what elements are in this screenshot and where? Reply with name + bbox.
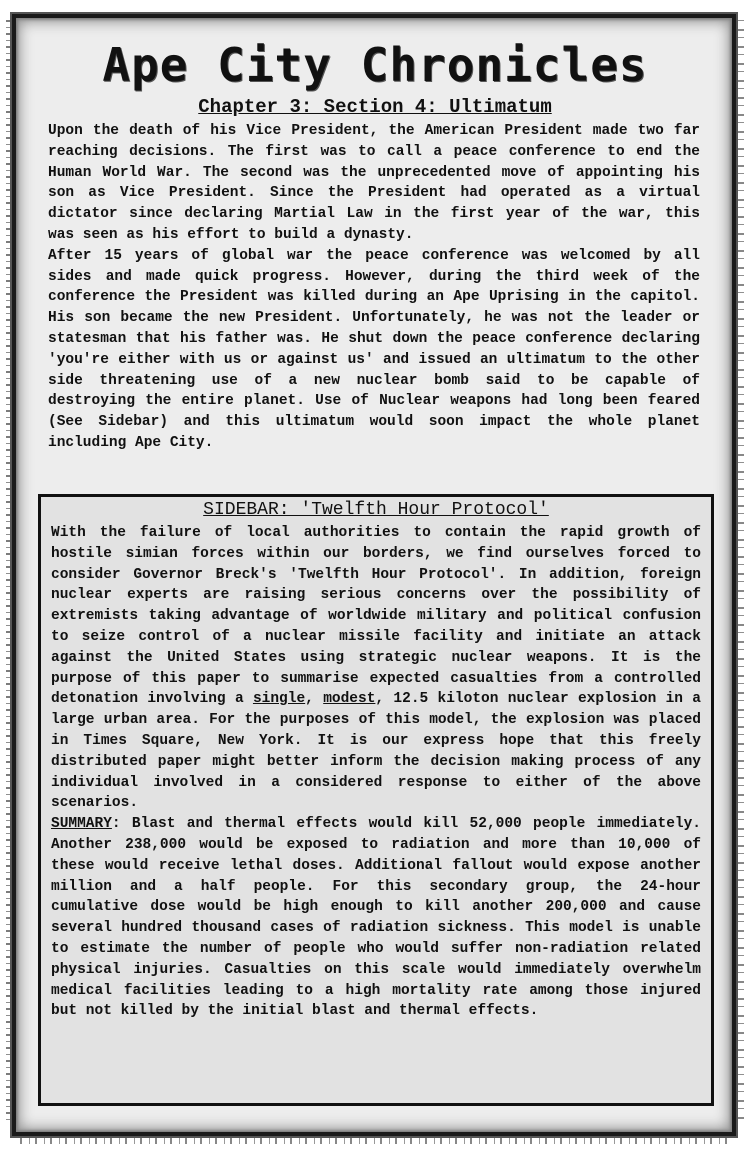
summary-text: : Blast and thermal effects would kill 52,000 people immediately. Another 238,000 would be exposed to radiation and more than 10,000 of these would receive lethal doses. Additional fallout would expose another million and a half people. For this secondary group, the 24-hour cumulative dose would be high enough to kill another 200,000 and cause several hundred thousand cases of radiation sickness. This model is unable to estimate the number of people who would suffer non-radiation related physical injuries. Casualties on this scale would immediately overwhelm medical facilities leading to a high mortality rate among those injured but not killed by the initial blast and thermal effects. — [51, 816, 701, 1020]
emphasis-modest: modest — [323, 691, 376, 708]
sidebar-text-comma: , — [305, 691, 324, 708]
emphasis-single: single — [252, 691, 306, 708]
sidebar-text-part-a: With the failure of local authorities to contain the rapid growth of hostile simian forces within our borders, we find ourselves forced to consider Governor Breck's 'Twelfth Hour Protocol'. In addition, foreign nuclear experts are raising serious concerns over the possibility of extremists taking advantage of worldwide military and political confusion to seize control of a nuclear missile facility and initiate an attack against the United States using strategic nuclear weapons. It is the purpose of this paper to summarise expected casualties from a controlled detonation involving a — [51, 525, 701, 708]
summary-label: SUMMARY — [51, 816, 112, 833]
sidebar-summary — [51, 814, 701, 1022]
sidebar-body — [51, 523, 701, 1022]
sidebar-paragraph-1 — [51, 523, 701, 814]
article-paragraph-1: Upon the death of his Vice President, the American President made two far reaching decisions. The first was to call a peace conference to end the Human World War. The second was the unprecedented move of appointing his son as Vice President. Since the President had operated as a virtual dictator since declaring Martial Law in the first year of the war, this was seen as his effort to build a dynasty. — [48, 123, 700, 243]
main-article — [48, 121, 700, 454]
sidebar-box — [38, 494, 714, 1106]
page-title: Ape City Chronicles — [102, 38, 648, 92]
chapter-heading: Chapter 3: Section 4: Ultimatum — [198, 96, 552, 118]
article-paragraph-2: After 15 years of global war the peace conference was welcomed by all sides and made quick progress. However, during the third week of the conference the President was killed during an Ape Uprising in the capitol. His son became the new President. Unfortunately, he was not the leader or statesman that his father was. He shut down the peace conference declaring 'you're either with us or against us' and issued an ultimatum to the other side threatening use of a new nuclear bomb said to be capable of destroying the entire planet. Use of Nuclear weapons had long been feared (See Sidebar) and this ultimatum would soon impact the whole planet including Ape City. — [48, 247, 700, 451]
sidebar-title: SIDEBAR: 'Twelfth Hour Protocol' — [203, 500, 549, 520]
sidebar-text-part-b: , 12.5 kiloton nuclear explosion in a large urban area. For the purposes of this model, the explosion was placed in Times Square, New York. It is our express hope that this freely distributed paper might better inform the decision making process of any individual involved in a considered response to either of the above scenarios. — [51, 691, 701, 812]
